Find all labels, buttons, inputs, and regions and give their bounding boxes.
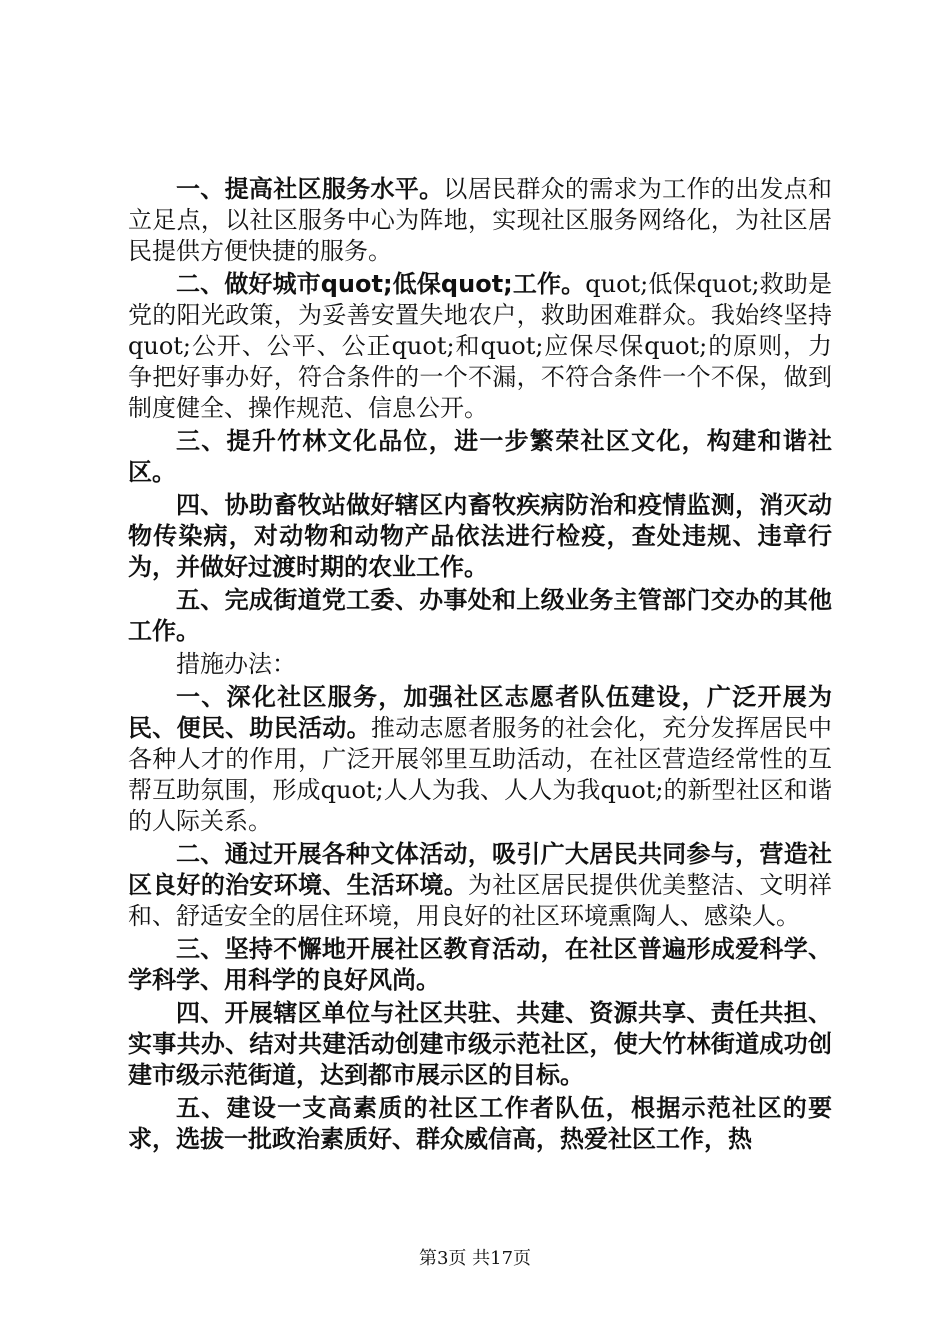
paragraph-11 — [128, 1093, 832, 1155]
paragraph-lead: 五、完成街道党工委、办事处和上级业务主管部门交办的其他工作。 — [128, 586, 832, 645]
paragraph-8 — [128, 839, 832, 932]
paragraph-5 — [128, 585, 832, 647]
measures-heading — [128, 649, 832, 680]
paragraph-text: quot;低保quot;救助是党的阳光政策，为妥善安置失地农户，救助困难群众。我始终坚持quot;公开、公平、公正quot;和quot;应保尽保quot;的原则，力争把好事办好，符合条件的一个不漏，不符合条件一个不保，做到制度健全、操作规范、信息公开。 — [128, 270, 833, 422]
page-number: 第3页 共17页 — [418, 1248, 532, 1269]
paragraph-lead: 四、协助畜牧站做好辖区内畜牧疾病防治和疫情监测，消灭动物传染病，对动物和动物产品依法进行检疫，查处违规、违章行为，并做好过渡时期的农业工作。 — [128, 491, 832, 581]
paragraph-3 — [128, 426, 832, 488]
paragraph-lead: 二、做好城市quot;低保quot;工作。 — [176, 270, 586, 298]
paragraph-lead: 四、开展辖区单位与社区共驻、共建、资源共享、责任共担、实事共办、结对共建活动创建市级示范社区，使大竹林街道成功创建市级示范街道，达到都市展示区的目标。 — [128, 999, 832, 1089]
paragraph-text: 以居民群众的需求为工作的出发点和立足点，以社区服务中心为阵地，实现社区服务网络化，为社区居民提供方便快捷的服务。 — [128, 175, 833, 265]
paragraph-lead: 三、提升竹林文化品位，进一步繁荣社区文化，构建和谐社区。 — [128, 427, 832, 486]
document-body — [128, 174, 832, 1157]
paragraph-lead: 五、建设一支高素质的社区工作者队伍，根据示范社区的要求，选拔一批政治素质好、群众威信高，热爱社区工作，热 — [128, 1094, 832, 1153]
paragraph-lead: 三、坚持不懈地开展社区教育活动，在社区普遍形成爱科学、学科学、用科学的良好风尚。 — [128, 935, 832, 994]
paragraph-1 — [128, 174, 832, 267]
paragraph-text: 推动志愿者服务的社会化，充分发挥居民中各种人才的作用，广泛开展邻里互助活动，在社区营造经常性的互帮互助氛围，形成quot;人人为我、人人为我quot;的新型社区和谐的人际关系。 — [128, 714, 833, 835]
paragraph-9 — [128, 934, 832, 996]
paragraph-2 — [128, 269, 832, 424]
paragraph-lead: 一、深化社区服务，加强社区志愿者队伍建设，广泛开展为民、便民、助民活动。 — [128, 683, 832, 742]
paragraph-lead: 二、通过开展各种文体活动，吸引广大居民共同参与，营造社区良好的治安环境、生活环境。 — [128, 840, 832, 899]
paragraph-lead: 一、提高社区服务水平。 — [176, 175, 444, 203]
paragraph-10 — [128, 998, 832, 1091]
paragraph-7 — [128, 682, 832, 837]
paragraph-text: 措施办法： — [176, 650, 296, 678]
paragraph-text: 为社区居民提供优美整洁、文明祥和、舒适安全的居住环境，用良好的社区环境熏陶人、感染人。 — [128, 871, 832, 930]
page-footer — [0, 1244, 950, 1270]
paragraph-4 — [128, 490, 832, 583]
